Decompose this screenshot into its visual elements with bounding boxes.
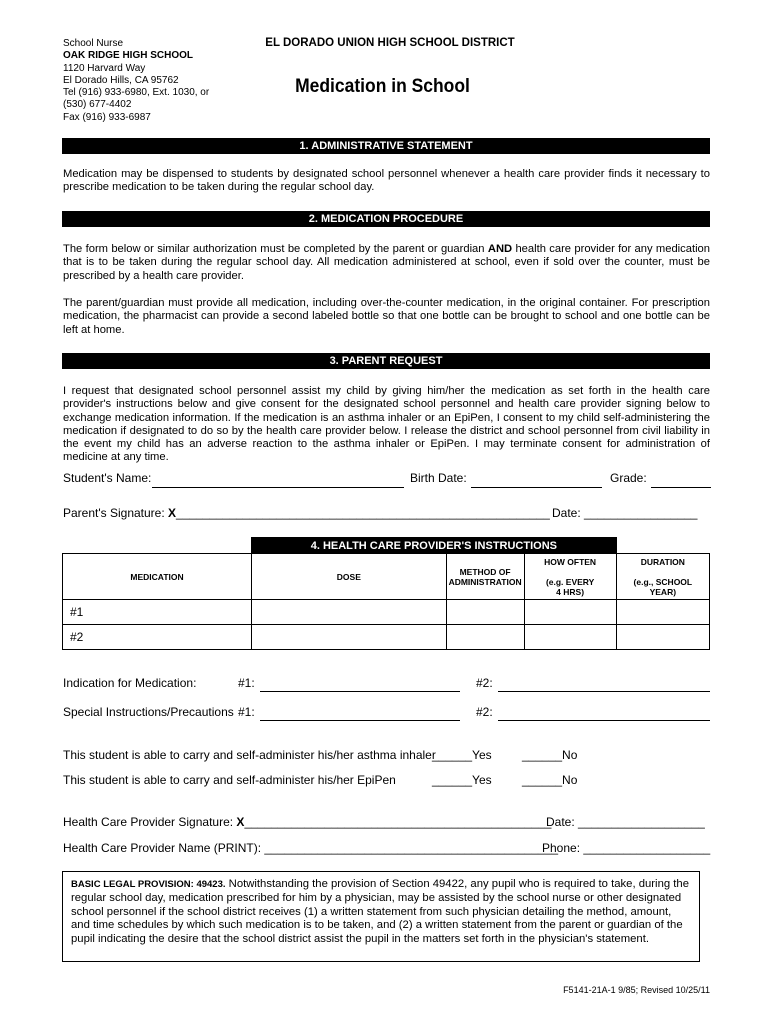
section-4-heading: 4. HEALTH CARE PROVIDER'S INSTRUCTIONS <box>252 538 617 554</box>
form-number-footer: F5141-21A-1 9/85; Revised 10/25/11 <box>563 985 710 995</box>
asthma-no-option[interactable]: ______No <box>522 748 578 762</box>
special-num1-label: #1: <box>238 705 255 719</box>
address-line: Fax (916) 933-6987 <box>63 111 151 123</box>
special-num2-label: #2: <box>476 705 493 719</box>
form-title: Medication in School <box>295 76 470 97</box>
administrative-statement-text: Medication may be dispensed to students by designated school personnel whenever a health care provider finds it necessary to prescribe medication to be taken during the regular school day. <box>63 168 710 194</box>
provider-name-field[interactable]: Health Care Provider Name (PRINT): ____________________________________________ <box>63 841 559 855</box>
medication-procedure-paragraph-2: The parent/guardian must provide all medication, including over-the-counter medication, in the original container. For prescription medication, the pharmacist can provide a second labeled bottle so that one bottle can be brought to school and one bottle can be left at home. <box>63 297 710 336</box>
asthma-yes-option[interactable]: ______Yes <box>432 748 492 762</box>
student-name-label: Student's Name: <box>63 471 152 485</box>
grade-label: Grade: <box>610 471 647 485</box>
indication-field-1[interactable] <box>260 691 460 692</box>
address-line: School Nurse <box>63 38 124 49</box>
birth-date-field[interactable] <box>471 487 602 488</box>
indication-field-2[interactable] <box>498 691 710 692</box>
grade-field[interactable] <box>651 487 711 488</box>
birth-date-label: Birth Date: <box>410 471 467 485</box>
epipen-yes-option[interactable]: ______Yes <box>432 773 492 787</box>
health-care-provider-instructions-table <box>62 537 710 650</box>
indication-num2-label: #2: <box>476 676 493 690</box>
medication-procedure-paragraph-1: The form below or similar authorization must be completed by the parent or guardian AND health care provider for any medication that is to be taken during the regular school day. All medication administered at school, even if sold over the counter, must be prescribed by a health care provider. <box>63 243 711 282</box>
parent-date-field[interactable]: Date: _________________ <box>552 506 698 520</box>
special-instructions-field-1[interactable] <box>260 720 460 721</box>
parent-signature-field[interactable]: Parent's Signature: X________________________________________________________ <box>63 506 550 520</box>
basic-legal-provision-box <box>62 871 700 962</box>
epipen-statement: This student is able to carry and self-administer his/her EpiPen <box>63 773 396 787</box>
parent-request-text: I request that designated school personnel assist my child by giving him/her the medication as set forth in the health care provider's instructions below and give consent for the designated school personnel and health care provider signing below to exchange medication information. If the medication is an asthma inhaler or an EpiPen, I consent to my child self-administering the medication if designated to do so by the health care provider below. I release the district and school personnel from civil liability in the event my child has an adverse reaction to the asthma inhaler or EpiPen. I may terminate consent for administration of medicine at any time. <box>63 385 710 464</box>
legal-provision-label: BASIC LEGAL PROVISION: 49423. <box>71 879 226 890</box>
column-header: HOW OFTEN (e.g. EVERY 4 HRS) <box>524 554 616 600</box>
provider-date-field[interactable]: Date: ___________________ <box>546 815 705 829</box>
district-name: EL DORADO UNION HIGH SCHOOL DISTRICT <box>265 37 515 49</box>
section-3-heading: 3. PARENT REQUEST <box>62 353 710 369</box>
provider-signature-field[interactable]: Health Care Provider Signature: X______________________________________________ <box>63 815 552 829</box>
epipen-no-option[interactable]: ______No <box>522 773 578 787</box>
indication-label: Indication for Medication: <box>63 676 197 690</box>
address-line: OAK RIDGE HIGH SCHOOL <box>63 50 194 62</box>
provider-phone-field[interactable]: Phone: ___________________ <box>542 841 711 855</box>
address-line: El Dorado Hills, CA 95762 <box>63 74 179 86</box>
section-2-heading: 2. MEDICATION PROCEDURE <box>62 211 710 227</box>
column-header: METHOD OF ADMINISTRATION <box>446 554 524 600</box>
column-header: DURATION (e.g., SCHOOL YEAR) <box>616 554 709 600</box>
school-address-block <box>63 38 209 124</box>
address-line: Tel (916) 933-6980, Ext. 1030, or <box>63 87 210 99</box>
student-name-field[interactable] <box>152 487 404 488</box>
asthma-inhaler-statement: This student is able to carry and self-administer his/her asthma inhaler <box>63 748 436 762</box>
special-instructions-field-2[interactable] <box>498 720 710 721</box>
medication-row-2[interactable]: #2 <box>63 625 710 650</box>
special-instructions-label: Special Instructions/Precautions <box>63 705 234 719</box>
indication-num1-label: #1: <box>238 676 255 690</box>
address-line: (530) 677-4402 <box>63 99 132 111</box>
column-header: MEDICATION <box>63 554 252 600</box>
section-1-heading: 1. ADMINISTRATIVE STATEMENT <box>62 138 710 154</box>
medication-row-1[interactable]: #1 <box>63 600 710 625</box>
address-line: 1120 Harvard Way <box>63 62 146 74</box>
column-header: DOSE <box>252 554 447 600</box>
legal-provision-text: Notwithstanding the provision of Section 49422, any pupil who is required to take, during the regular school day, medication prescribed for him by a physician, may be assisted by the school nurse or other designated school personnel if the school district receives (1) a written statement from such physician detailing the method, amount, and time schedules by which such medication is to be taken, and (2) a written statement from the parent or guardian of the pupil indicating the desire that the school district assist the pupil in the matters set forth in the physician's statement. <box>71 878 689 946</box>
